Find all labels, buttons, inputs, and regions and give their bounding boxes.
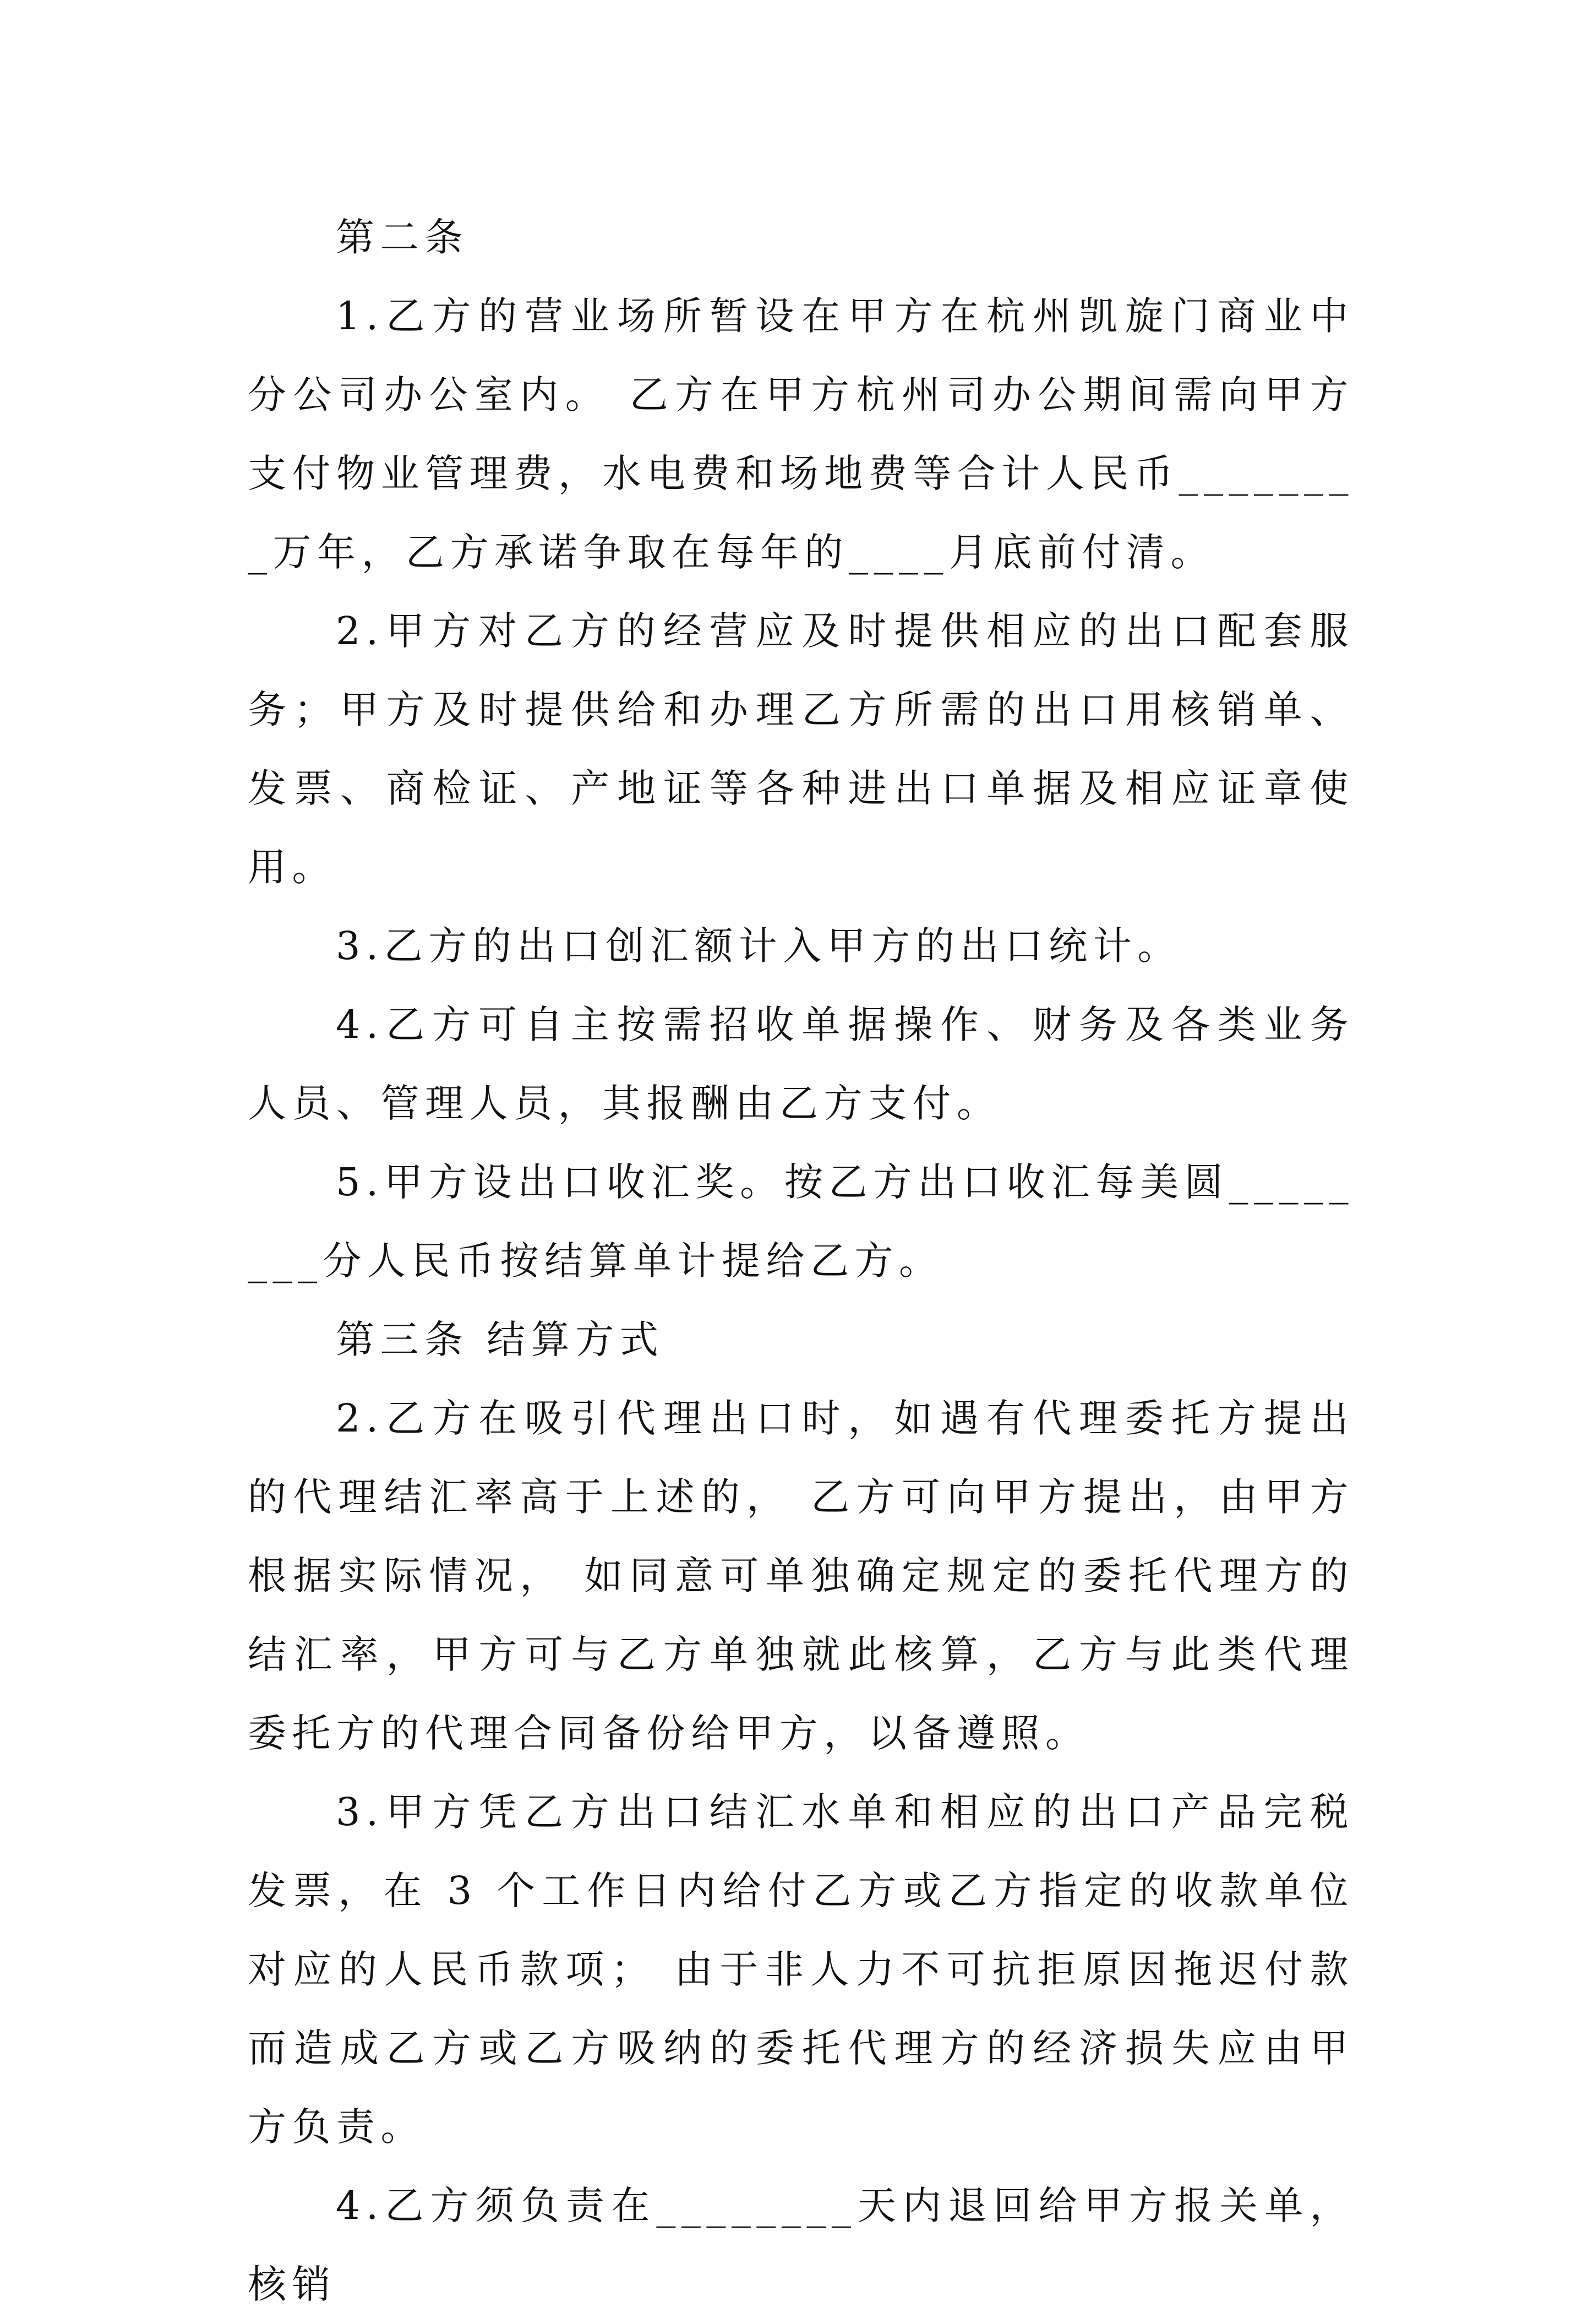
clause-3-3: 3.甲方凭乙方出口结汇水单和相应的出口产品完税发票，在 3 个工作日内给付乙方或乙方指定的收款单位对应的人民币款项； 由于非人力不可抗拒原因拖迟付款而造成乙方或乙方吸纳的委托代理方的经济损失应由甲方负责。 xyxy=(248,1789,1354,2149)
clause-2-4: 4.乙方可自主按需招收单据操作、财务及各类业务人员、管理人员，其报酬由乙方支付。 xyxy=(248,1002,1354,1126)
document-body xyxy=(248,198,1354,2324)
clause-3-2: 2.乙方在吸引代理出口时，如遇有代理委托方提出的代理结汇率高于上述的， 乙方可向甲方提出，由甲方根据实际情况， 如同意可单独确定规定的委托代理方的结汇率，甲方可与乙方单独就此核算，乙方与此类代理委托方的代理合同备份给甲方，以备遵照。 xyxy=(248,1396,1354,1756)
clause-2-5: 5.甲方设出口收汇奖。按乙方出口收汇每美圆________分人民币按结算单计提给乙方。 xyxy=(248,1160,1354,1283)
clause-2-1: 1.乙方的营业场所暂设在甲方在杭州凯旋门商业中分公司办公室内。 乙方在甲方杭州司办公期间需向甲方支付物业管理费，水电费和场地费等合计人民币________万年，乙方承诺争取在每年的____月底前付清。 xyxy=(248,293,1354,575)
clause-2-3: 3.乙方的出口创汇额计入甲方的出口统计。 xyxy=(336,923,1182,968)
section-3-heading: 第三条 结算方式 xyxy=(336,1317,664,1362)
section-2-heading: 第二条 xyxy=(336,215,469,260)
clause-2-2: 2.甲方对乙方的经营应及时提供相应的出口配套服务；甲方及时提供给和办理乙方所需的出口用核销单、发票、商检证、产地证等各种进出口单据及相应证章使用。 xyxy=(248,608,1354,890)
clause-3-4: 4.乙方须负责在________天内退回给甲方报关单，核销 xyxy=(248,2183,1354,2307)
